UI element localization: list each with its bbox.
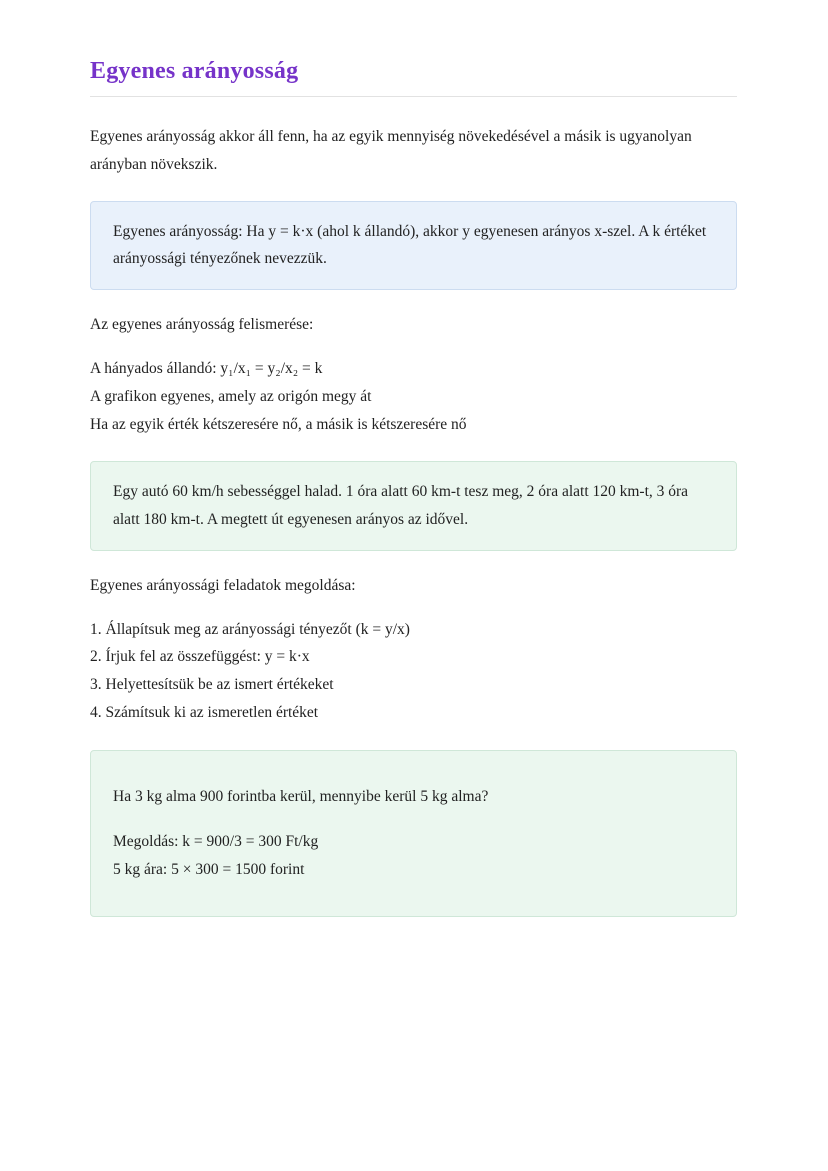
recognition-item-quotient: A hányados állandó: y₁/x₁ = y₂/x₂ = k [90, 360, 323, 378]
step-item-2: 2. Írjuk fel az összefüggést: y = k·x [90, 648, 310, 666]
recognition-item-doubling: Ha az egyik érték kétszeresére nő, a másik is kétszeresére nő [90, 416, 467, 434]
problem-solution-price: 5 kg ára: 5 × 300 = 1500 forint [113, 860, 305, 878]
example-text: Egy autó 60 km/h sebességgel halad. 1 óra alatt 60 km-t tesz meg, 2 óra alatt 120 km-t, 3 óra alatt 180 km-t. A megtett út egyenesen arányos az idővel. [113, 482, 689, 528]
problem-solution-k: Megoldás: k = 900/3 = 300 Ft/kg [113, 833, 319, 851]
recognition-heading: Az egyenes arányosság felismerése: [90, 316, 314, 334]
step-item-1: 1. Állapítsuk meg az arányossági tényezőt (k = y/x) [90, 620, 410, 638]
step-item-3: 3. Helyettesítsük be az ismert értékeket [90, 676, 334, 694]
steps-heading: Egyenes arányossági feladatok megoldása: [90, 576, 356, 594]
intro-paragraph: Egyenes arányosság akkor áll fenn, ha az egyik mennyiség növekedésével a másik is ugyanolyan arányban növekszik. [90, 127, 692, 173]
step-item-4: 4. Számítsuk ki az ismeretlen értéket [90, 704, 319, 722]
definition-callout [90, 201, 737, 291]
definition-text: Egyenes arányosság: Ha y = k·x (ahol k állandó), akkor y egyenesen arányos x-szel. A k értéket arányossági tényezőnek nevezzük. [113, 222, 707, 268]
page-title: Egyenes arányosság [90, 58, 299, 84]
recognition-item-graph: A grafikon egyenes, amely az origón megy át [90, 388, 372, 406]
problem-callout [90, 750, 737, 917]
title-divider [90, 96, 737, 97]
steps-list [90, 616, 737, 728]
problem-question: Ha 3 kg alma 900 forintba kerül, mennyibe kerül 5 kg alma? [113, 788, 489, 806]
recognition-list [90, 355, 737, 439]
example-callout [90, 461, 737, 551]
